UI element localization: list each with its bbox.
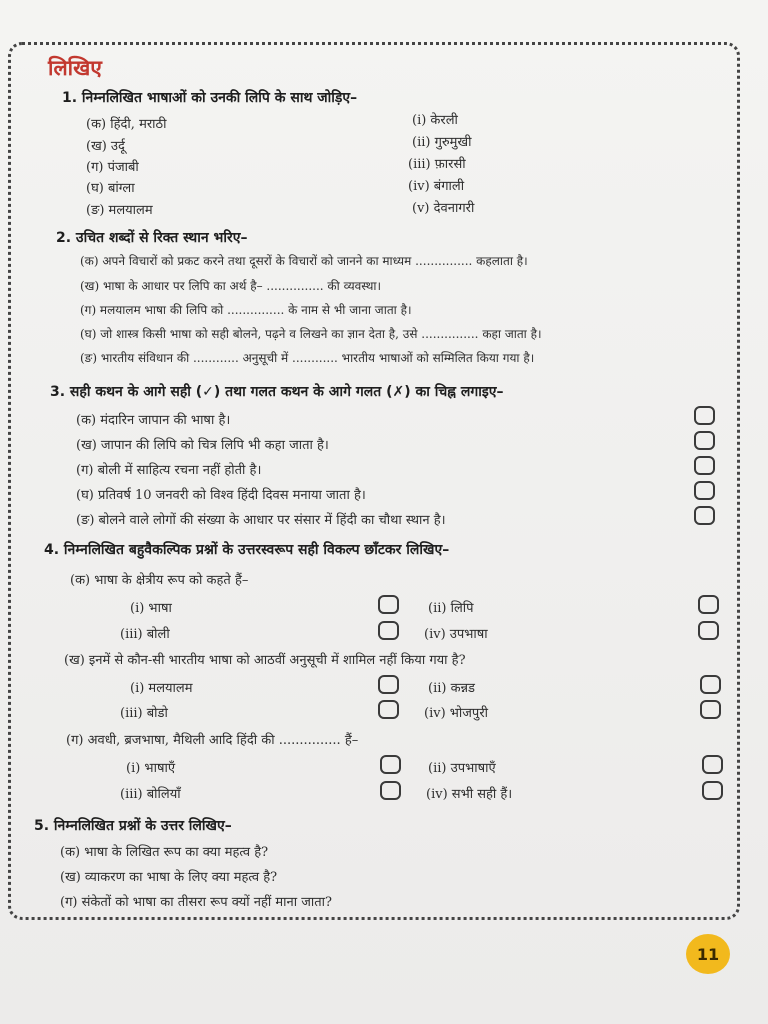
q1-left-item: (ख) उर्दू [86,139,125,154]
q4-option-box[interactable] [698,595,719,614]
q4-question: (क) भाषा के क्षेत्रीय रूप को कहते हैं– [70,573,249,588]
q1-left-item: (ग) पंजाबी [86,160,139,175]
q4-option: (iv) भोजपुरी [424,706,488,721]
q1-right-item: (iii) फ़ारसी [408,157,466,172]
q5-question: (ख) व्याकरण का भाषा के लिए क्या महत्व है? [60,870,278,885]
q3-statement: (क) मंदारिन जापान की भाषा है। [76,413,231,428]
q2-line: (क) अपने विचारों को प्रकट करने तथा दूसरों के विचारों को जानने का माध्यम ............... कहलाता है। [80,254,528,268]
q2-line: (ङ) भारतीय संविधान की ............ अनुसूची में ............ भारतीय भाषाओं को सम्मिलित किया गया है। [80,351,535,365]
q4-option-box[interactable] [702,781,723,800]
q4-option: (iii) बोलियाँ [120,787,181,802]
q4-question: (ख) इनमें से कौन-सी भारतीय भाषा को आठवीं अनुसूची में शामिल नहीं किया गया है? [64,653,466,668]
q1-title: 1. निम्नलिखित भाषाओं को उनकी लिपि के साथ जोड़िए– [62,90,358,106]
q1-left-item: (ङ) मलयालम [86,203,153,218]
q3-statement: (घ) प्रतिवर्ष 10 जनवरी को विश्व हिंदी दिवस मनाया जाता है। [76,488,366,503]
q5-question: (ग) संकेतों को भाषा का तीसरा रूप क्यों नहीं माना जाता? [60,895,332,910]
q4-option-box[interactable] [378,595,399,614]
q4-question: (ग) अवधी, ब्रजभाषा, मैथिली आदि हिंदी की ............... हैं– [66,733,359,748]
exercise-heading: लिखिए [48,56,102,80]
q3-statement: (ख) जापान की लिपि को चित्र लिपि भी कहा जाता है। [76,438,329,453]
q1-right-item: (i) केरली [412,113,458,128]
q2-line: (घ) जो शास्त्र किसी भाषा को सही बोलने, पढ़ने व लिखने का ज्ञान देता है, उसे ............... कहा जाता है। [80,327,542,341]
q2-title: 2. उचित शब्दों से रिक्त स्थान भरिए– [56,230,248,246]
q3-answer-box[interactable] [694,506,715,525]
q4-option-box[interactable] [702,755,723,774]
q1-left-item: (घ) बांग्ला [86,181,135,196]
q4-option: (ii) कन्नड [428,681,475,696]
q4-option-box[interactable] [380,781,401,800]
q5-question: (क) भाषा के लिखित रूप का क्या महत्व है? [60,845,269,860]
q4-option: (iii) बोली [120,627,170,642]
q4-option-box[interactable] [698,621,719,640]
q3-answer-box[interactable] [694,456,715,475]
q4-title: 4. निम्नलिखित बहुवैकल्पिक प्रश्नों के उत्तरस्वरूप सही विकल्प छाँटकर लिखिए– [44,542,450,558]
q4-option-box[interactable] [700,675,721,694]
q1-right-item: (ii) गुरुमुखी [412,135,472,150]
q5-title: 5. निम्नलिखित प्रश्नों के उत्तर लिखिए– [34,818,232,834]
q3-statement: (ग) बोली में साहित्य रचना नहीं होती है। [76,463,262,478]
q3-answer-box[interactable] [694,431,715,450]
q4-option: (ii) उपभाषाएँ [428,761,496,776]
q2-line: (ख) भाषा के आधार पर लिपि का अर्थ है– ............... की व्यवस्था। [80,279,382,293]
q4-option-box[interactable] [378,621,399,640]
q4-option: (i) भाषाएँ [126,761,176,776]
q1-left-item: (क) हिंदी, मराठी [86,117,167,132]
q4-option: (iii) बोडो [120,706,168,721]
q4-option: (iv) सभी सही हैं। [426,787,513,802]
q3-answer-box[interactable] [694,481,715,500]
q2-line: (ग) मलयालम भाषा की लिपि को ............... के नाम से भी जाना जाता है। [80,303,412,317]
q4-option-box[interactable] [378,675,399,694]
q3-title: 3. सही कथन के आगे सही (✓) तथा गलत कथन के आगे गलत (✗) का चिह्न लगाइए– [50,384,504,400]
q1-right-item: (v) देवनागरी [412,201,475,216]
page-number: 11 [686,934,730,974]
q4-option: (iv) उपभाषा [424,627,488,642]
q1-right-item: (iv) बंगाली [408,179,465,194]
q3-statement: (ङ) बोलने वाले लोगों की संख्या के आधार पर संसार में हिंदी का चौथा स्थान है। [76,513,446,528]
q4-option-box[interactable] [380,755,401,774]
q4-option: (ii) लिपि [428,601,474,616]
q4-option: (i) भाषा [130,601,172,616]
q4-option-box[interactable] [700,700,721,719]
q3-answer-box[interactable] [694,406,715,425]
q4-option: (i) मलयालम [130,681,193,696]
q4-option-box[interactable] [378,700,399,719]
